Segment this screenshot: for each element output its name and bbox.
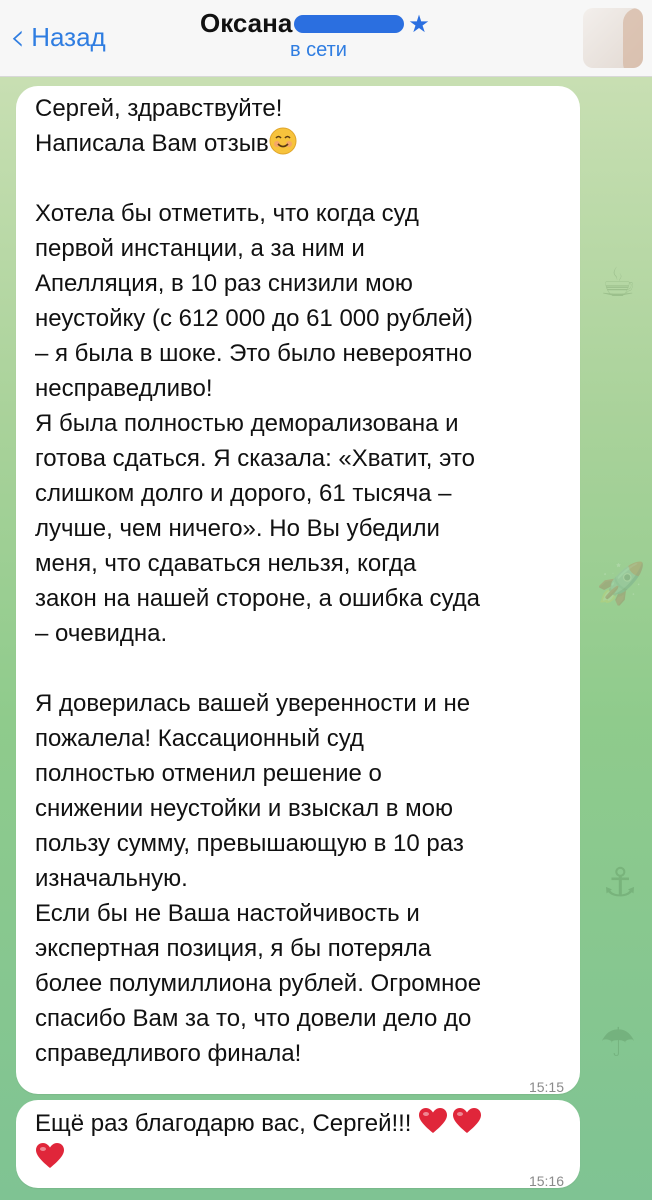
message-line: Если бы не Ваша настойчивость и (35, 900, 420, 927)
message-line: снижении неустойки и взыскал в мою (35, 795, 454, 822)
message-line: спасибо Вам за то, что довели дело до (35, 1005, 472, 1032)
background-doodle: ☂ (600, 1020, 636, 1066)
message-bubble[interactable] (16, 1100, 580, 1188)
background-doodle: ⚓ (602, 860, 638, 906)
red-heart-emoji (418, 1107, 448, 1135)
message-line: готова сдаться. Я сказала: «Хватит, это (35, 445, 475, 472)
red-heart-emoji (452, 1107, 482, 1135)
red-heart-emoji (35, 1142, 65, 1170)
message-line: полностью отменил решение о (35, 760, 382, 787)
message-line: Хотела бы отметить, что когда суд (35, 200, 419, 227)
smiling-face-emoji (269, 127, 297, 155)
message-line: меня, что сдаваться нельзя, когда (35, 550, 417, 577)
message-line: экспертная позиция, я бы потеряла (35, 935, 432, 962)
message-line: справедливого финала! (35, 1040, 302, 1067)
message-line: изначальную. (35, 865, 188, 892)
message-timestamp: 15:15 (528, 1079, 564, 1095)
message-line: неустойку (с 612 000 до 61 000 рублей) (35, 305, 473, 332)
background-doodle: ☕ (600, 260, 636, 306)
background-doodle: 🚀 (596, 561, 646, 607)
message-timestamp: 15:16 (528, 1173, 564, 1189)
message-line: пользу сумму, превышающую в 10 раз (35, 830, 464, 857)
online-status: в сети (290, 39, 347, 61)
avatar[interactable] (583, 8, 643, 68)
message-line: более полумиллиона рублей. Огромное (35, 970, 482, 997)
chat-header (0, 0, 652, 77)
message-line: первой инстанции, а за ним и (35, 235, 365, 262)
message-line: пожалела! Кассационный суд (35, 725, 364, 752)
message-line: Апелляция, в 10 раз снизили мою (35, 270, 413, 297)
back-button[interactable] (10, 15, 106, 59)
blank-line (35, 161, 575, 196)
contact-title[interactable] (200, 8, 460, 62)
message-line: Написала Вам отзыв (35, 126, 575, 161)
message-line: Ещё раз благодарю вас, Сергей!!! (35, 1106, 575, 1141)
message-bubble[interactable] (16, 86, 580, 1094)
message-text (35, 91, 575, 1071)
message-line: – я была в шоке. Это было невероятно (35, 340, 473, 367)
message-line: Я была полностью деморализована и (35, 410, 459, 437)
message-text (35, 1106, 575, 1176)
star-icon: ★ (408, 9, 430, 38)
redacted-surname (294, 15, 404, 33)
message-line: лучше, чем ничего». Но Вы убедили (35, 515, 440, 542)
contact-name: Оксана (200, 8, 293, 38)
message-line: – очевидна. (35, 620, 168, 647)
blank-line (35, 651, 575, 686)
message-line: Я доверилась вашей уверенности и не (35, 690, 471, 717)
message-line: несправедливо! (35, 375, 213, 402)
chevron-left-icon: ‹ (10, 15, 26, 59)
message-line: Сергей, здравствуйте! (35, 95, 283, 122)
message-line: слишком долго и дорого, 61 тысяча – (35, 480, 452, 507)
message-line (35, 1141, 575, 1176)
message-line: закон на нашей стороне, а ошибка суда (35, 585, 481, 612)
back-label: Назад (31, 21, 106, 52)
